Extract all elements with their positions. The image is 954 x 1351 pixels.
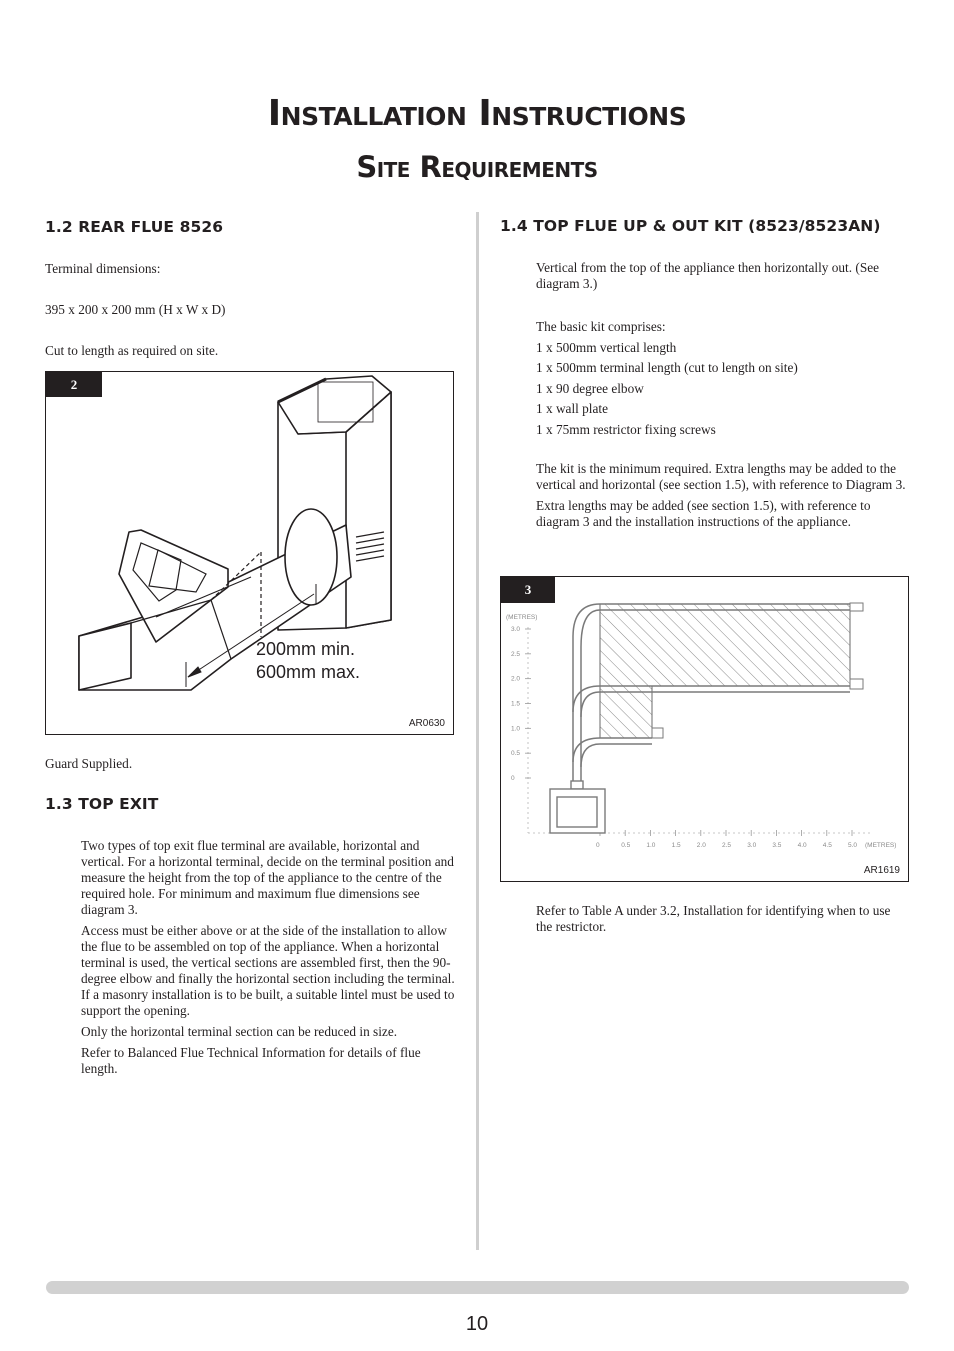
page-subtitle: Site Requirements <box>356 150 598 184</box>
x-axis-label: (METRES) <box>865 842 897 849</box>
flue-range-chart <box>501 577 908 881</box>
cut-to-length-note: Cut to length as required on site. <box>45 343 219 358</box>
kit-note-paragraph: The kit is the minimum required. Extra lengths may be added to the vertical and horizontal (see section 1.5), with reference to Diagram 3. <box>536 461 906 492</box>
x-tick-label: 1.5 <box>671 842 681 849</box>
section-1-4-heading: 1.4 TOP FLUE UP & OUT KIT (8523/8523AN) <box>500 217 881 235</box>
section-1-3-body <box>81 838 456 1082</box>
diagram-2-rear-flue <box>45 371 454 735</box>
kit-list-item: 1 x 90 degree elbow <box>536 380 644 396</box>
top-exit-paragraph: Refer to Balanced Flue Technical Information for details of flue length. <box>81 1045 421 1076</box>
x-tick-label: 0 <box>596 842 600 849</box>
terminal-dimensions-label: Terminal dimensions: <box>45 261 161 276</box>
page-number: 10 <box>465 1313 489 1335</box>
dimension-callout-min: 200mm min. <box>256 639 356 659</box>
x-tick-label: 1.0 <box>646 842 656 849</box>
x-tick-label: 4.5 <box>822 842 832 849</box>
kit-list-title: The basic kit comprises: <box>536 319 666 334</box>
diagram-2-number: 2 <box>46 372 102 397</box>
top-exit-paragraph: Access must be either above or at the side of the installation to allow the flue to be assembled on top of the appliance. When a horizontal terminal is used, the vertical sections are assembled first, then the 90-degree elbow and finally the horizontal section including the terminal. If a masonry installation is to be built, a suitable lintel must be used to support the opening. <box>81 923 455 1018</box>
x-tick-label: 4.0 <box>797 842 807 849</box>
y-axis-label: (METRES) <box>506 614 538 621</box>
restrictor-note: Refer to Table A under 3.2, Installation for identifying when to use the restrictor. <box>536 903 891 934</box>
diagram-3-ref: AR1619 <box>863 865 900 876</box>
y-tick-label: 0.5 <box>511 750 521 758</box>
y-tick-label: 1.0 <box>511 725 521 733</box>
x-tick-label: 3.5 <box>772 842 782 849</box>
kit-notes <box>536 461 908 535</box>
kit-list-item: 1 x 75mm restrictor fixing screws <box>536 421 716 437</box>
x-tick-label: 2.5 <box>722 842 732 849</box>
terminal-dimensions-value: 395 x 200 x 200 mm (H x W x D) <box>45 302 226 317</box>
diagram-2-ref: AR0630 <box>408 718 445 729</box>
x-tick-label: 2.0 <box>696 842 706 849</box>
section-1-2-heading: 1.2 REAR FLUE 8526 <box>45 218 224 236</box>
dimension-callout-max: 600mm max. <box>256 662 361 682</box>
kit-list-item: 1 x 500mm vertical length <box>536 339 677 355</box>
footer-bar <box>46 1281 909 1294</box>
kit-list-item: 1 x wall plate <box>536 401 609 416</box>
section-1-3-heading: 1.3 TOP EXIT <box>45 795 159 813</box>
y-tick-label: 2.0 <box>511 675 521 683</box>
guard-supplied-note: Guard Supplied. <box>45 756 133 771</box>
column-divider <box>476 212 479 1250</box>
x-tick-label: 5.0 <box>848 842 858 849</box>
x-tick-label: 3.0 <box>747 842 757 849</box>
page-title: Installation Instructions <box>267 93 687 134</box>
kit-list-item: 1 x 500mm terminal length (cut to length on site) <box>536 360 798 375</box>
kit-list <box>536 317 908 440</box>
diagram-3-flue-range <box>500 576 909 882</box>
x-tick-label: 0.5 <box>621 842 631 849</box>
y-tick-label: 1.5 <box>511 700 521 708</box>
y-tick-label: 2.5 <box>511 650 521 658</box>
rear-flue-illustration <box>46 372 453 734</box>
kit-intro: Vertical from the top of the appliance then horizontally out. (See diagram 3.) <box>536 260 880 291</box>
top-exit-paragraph: Two types of top exit flue terminal are available, horizontal and vertical. For a horizontal terminal, decide on the terminal position and measure the height from the top of the appliance to the centre of the required hole. For minimum and maximum flue dimensions see diagram 3. <box>81 838 454 917</box>
y-tick-label: 0 <box>511 775 515 782</box>
y-tick-label: 3.0 <box>511 626 521 633</box>
diagram-3-number: 3 <box>501 577 555 603</box>
kit-note-paragraph: Extra lengths may be added (see section 1.5), with reference to diagram 3 and the installation instructions of the appliance. <box>536 498 871 529</box>
top-exit-paragraph: Only the horizontal terminal section can be reduced in size. <box>81 1024 398 1039</box>
